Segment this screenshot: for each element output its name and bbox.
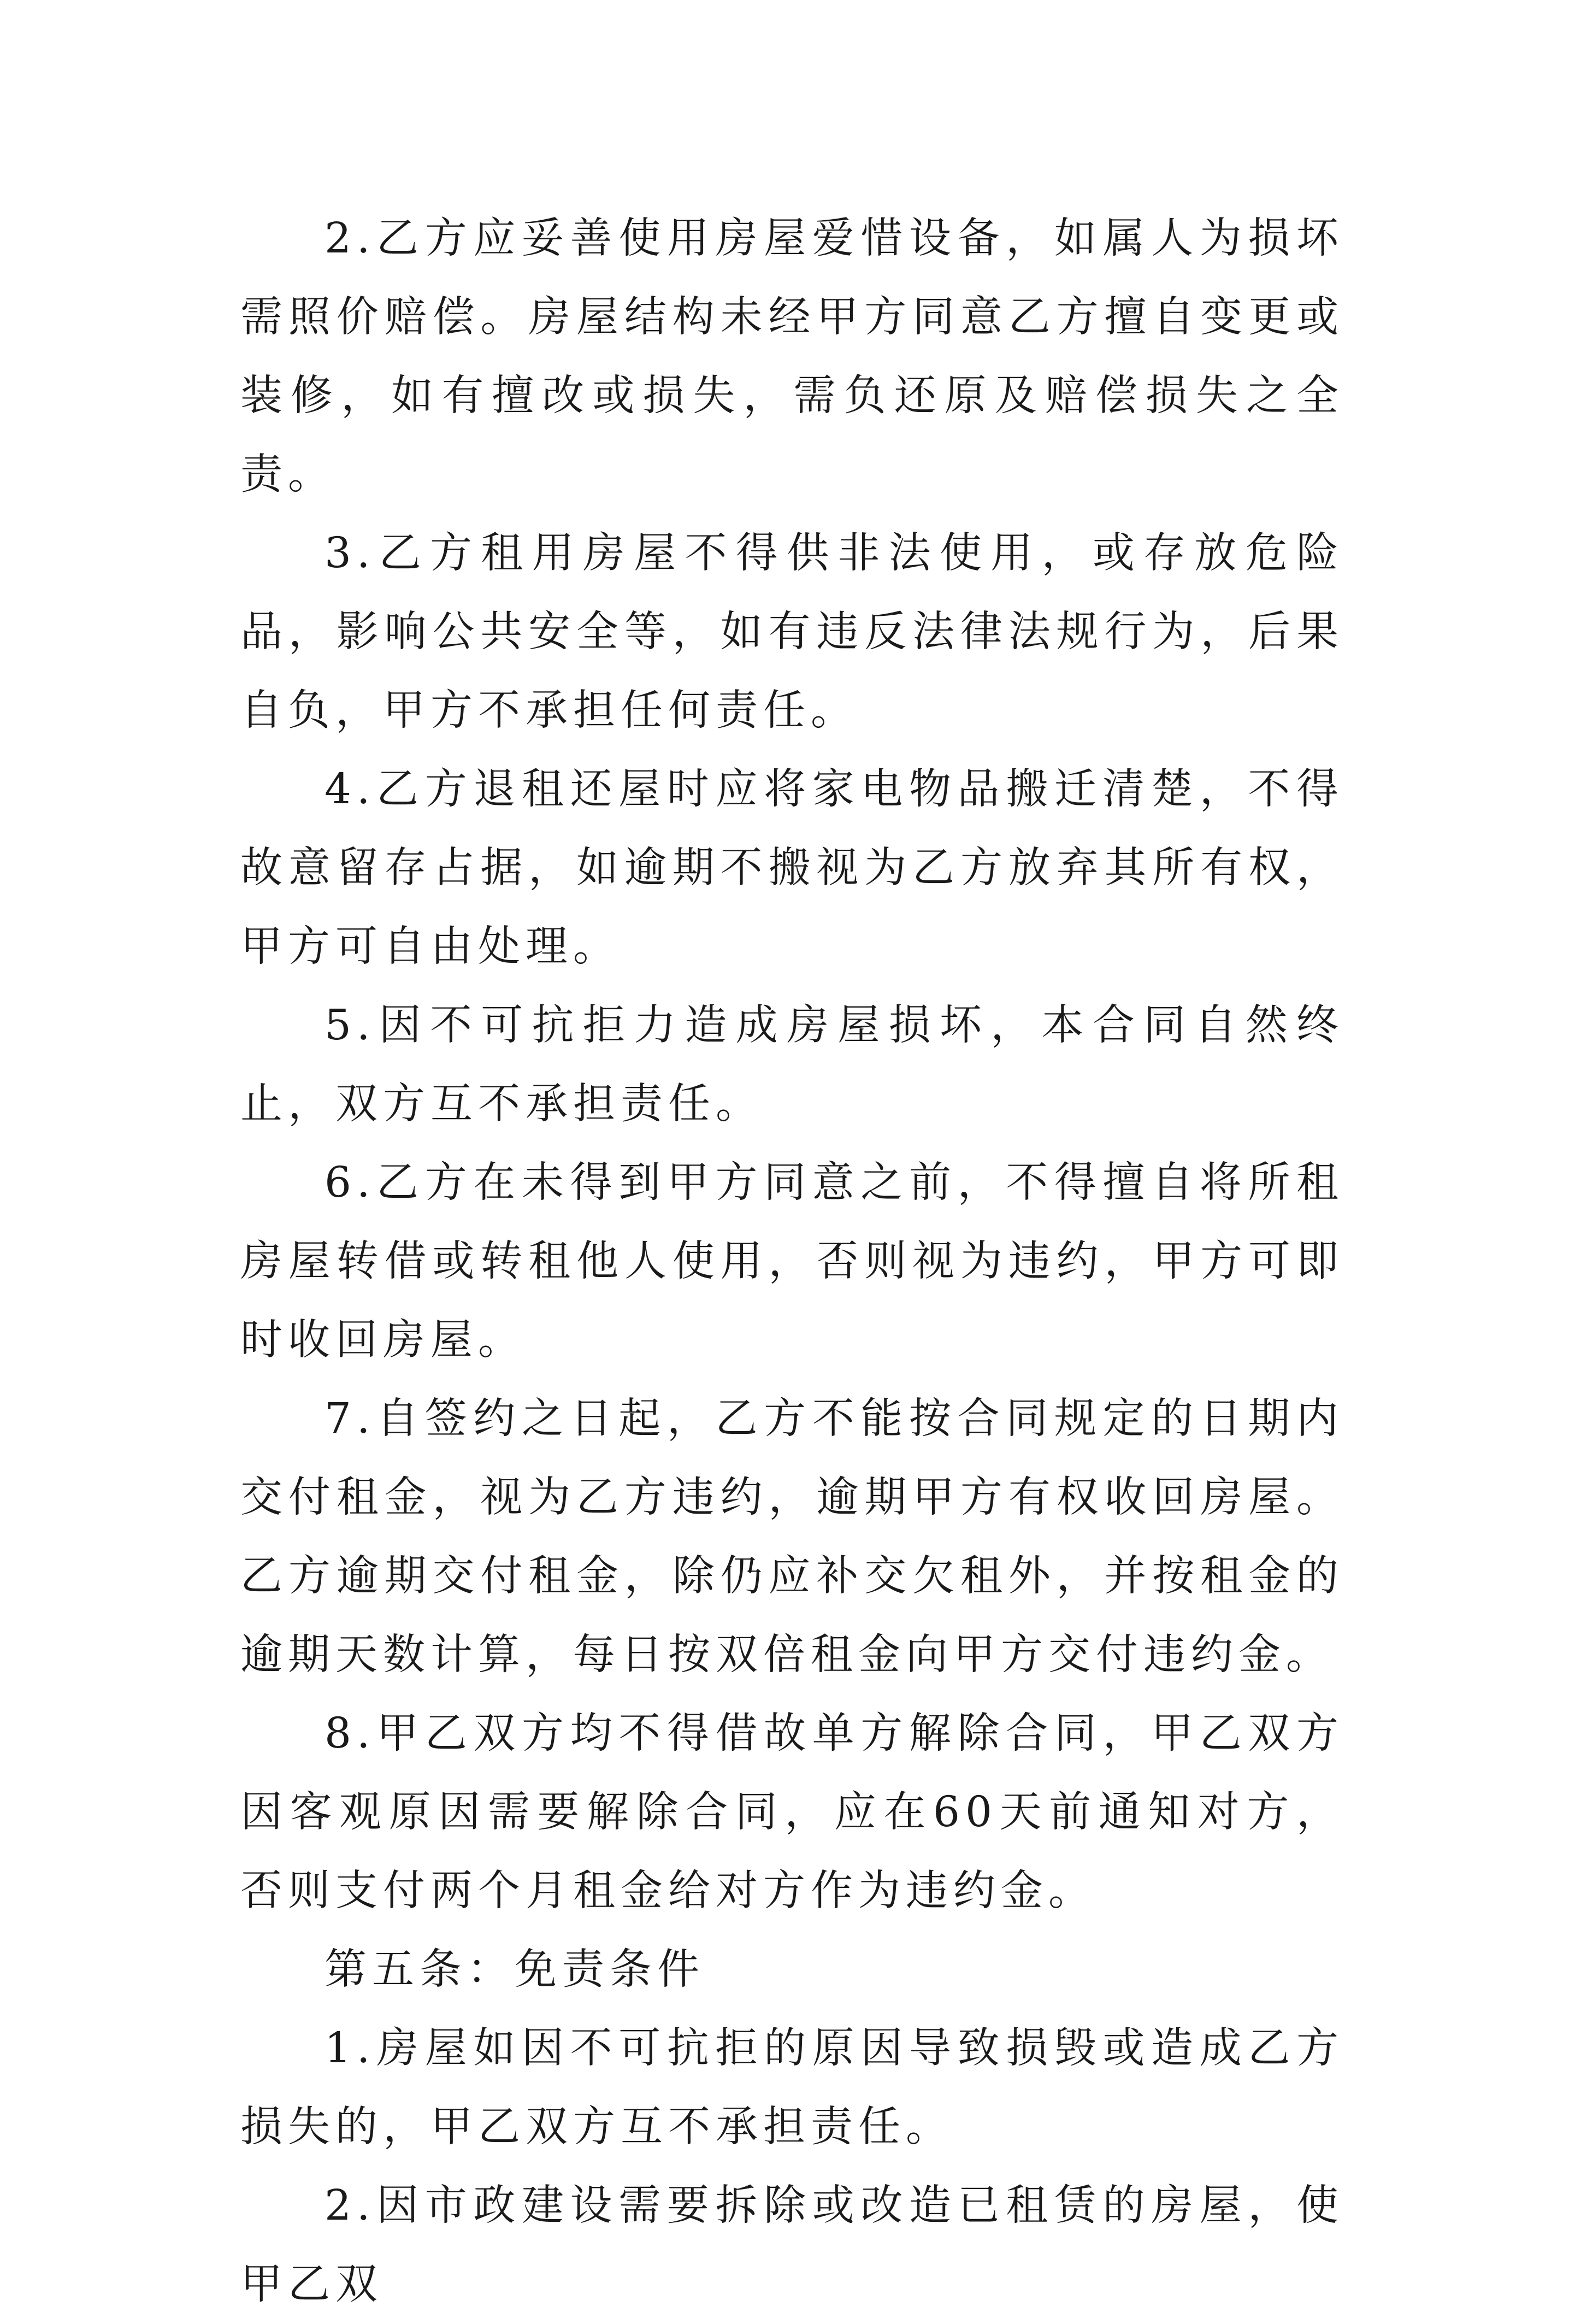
clause-4-paragraph: 4.乙方退租还屋时应将家电物品搬迁清楚，不得故意留存占据，如逾期不搬视为乙方放弃其所有权，甲方可自由处理。	[240, 765, 1344, 971]
clause-6-paragraph: 6.乙方在未得到甲方同意之前，不得擅自将所租房屋转借或转租他人使用，否则视为违约，甲方可即时收回房屋。	[240, 1158, 1344, 1364]
section-heading: 第五条：免责条件	[325, 1945, 705, 1994]
contract-body	[240, 199, 1344, 2324]
clause-5-paragraph: 5.因不可抗拒力造成房屋损坏，本合同自然终止，双方互不承担责任。	[240, 1001, 1344, 1128]
clause-3-paragraph: 3.乙方租用房屋不得供非法使用，或存放危险品，影响公共安全等，如有违反法律法规行为，后果自负，甲方不承担任何责任。	[240, 529, 1344, 735]
clause-2-paragraph: 2.乙方应妥善使用房屋爱惜设备，如属人为损坏需照价赔偿。房屋结构未经甲方同意乙方擅自变更或装修，如有擅改或损失，需负还原及赔偿损失之全责。	[240, 214, 1344, 499]
clause-7-paragraph: 7.自签约之日起，乙方不能按合同规定的日期内交付租金，视为乙方违约，逾期甲方有权收回房屋。乙方逾期交付租金，除仍应补交欠租外，并按租金的逾期天数计算，每日按双倍租金向甲方交付违约金。	[240, 1395, 1344, 1679]
exemption-clause-1-paragraph: 1.房屋如因不可抗拒的原因导致损毁或造成乙方损失的，甲乙双方互不承担责任。	[240, 2024, 1344, 2151]
exemption-clause-2-paragraph: 2.因市政建设需要拆除或改造已租赁的房屋，使甲乙双	[240, 2181, 1344, 2309]
clause-8-paragraph: 8.甲乙双方均不得借故单方解除合同，甲乙双方因客观原因需要解除合同，应在60天前通知对方，否则支付两个月租金给对方作为违约金。	[240, 1709, 1344, 1915]
